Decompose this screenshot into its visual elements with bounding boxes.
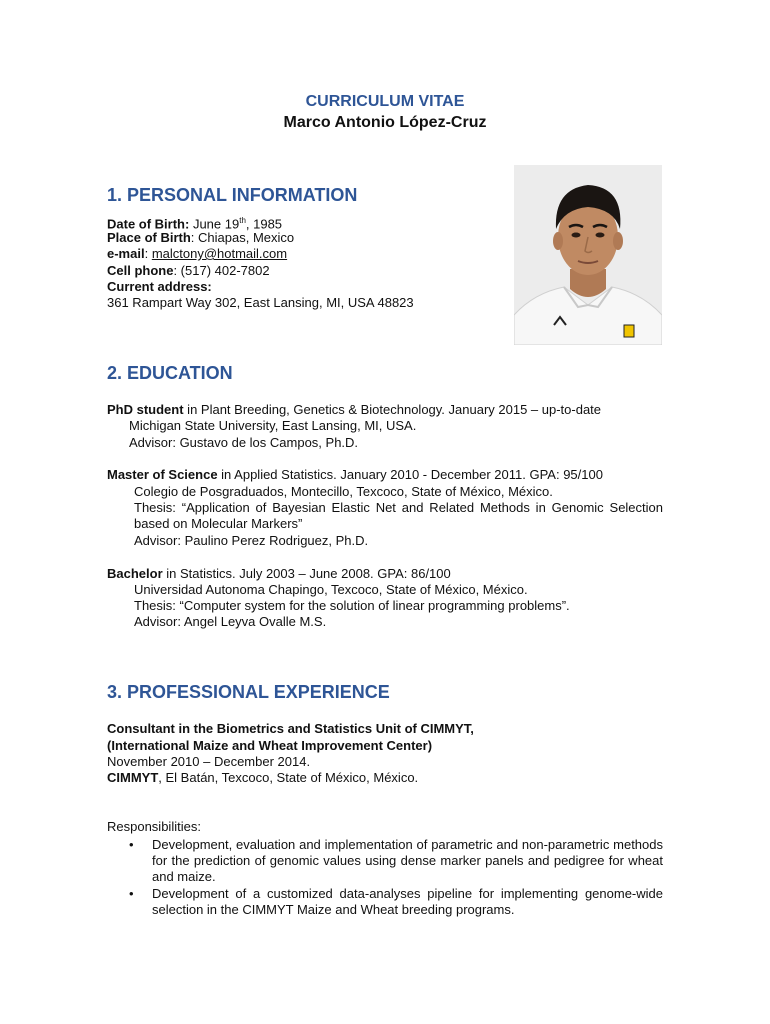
- role-org: CIMMYT: [107, 770, 159, 785]
- ms-advisor: Advisor: Paulino Perez Rodriguez, Ph.D.: [134, 533, 369, 548]
- role-title-line1: Consultant in the Biometrics and Statistics Unit of CIMMYT,: [107, 721, 474, 736]
- responsibility-item: Development of a customized data-analyses pipeline for implementing genome-wide selection in the CIMMYT Maize and Wheat breeding programs.: [152, 886, 663, 917]
- phd-line: [107, 402, 601, 418]
- responsibility-item: Development, evaluation and implementation of parametric and non-parametric methods for the prediction of genomic values using dense marker panels and pedigree for wheat and maize.: [152, 837, 663, 884]
- role-location: , El Batán, Texcoco, State of México, México.: [158, 770, 419, 785]
- email-label: e-mail: [107, 246, 145, 261]
- profile-photo: [514, 165, 662, 345]
- phd-degree: PhD student: [107, 402, 184, 417]
- ms-line: [107, 467, 603, 483]
- phone-label: Cell phone: [107, 263, 174, 278]
- pob-value: : Chiapas, Mexico: [190, 230, 295, 245]
- phd-detail: in Plant Breeding, Genetics & Biotechnology. January 2015 – up-to-date: [183, 402, 602, 417]
- address-label: Current address:: [107, 279, 212, 294]
- ms-degree: Master of Science: [107, 467, 218, 482]
- section-heading-education: 2. EDUCATION: [107, 363, 233, 383]
- bachelor-degree: Bachelor: [107, 566, 163, 581]
- bachelor-advisor: Advisor: Angel Leyva Ovalle M.S.: [134, 614, 327, 629]
- dob-label: Date of Birth:: [107, 216, 190, 232]
- section-heading-personal: 1. PERSONAL INFORMATION: [107, 185, 358, 205]
- bullet-marker: •: [129, 886, 134, 901]
- phd-advisor: Advisor: Gustavo de los Campos, Ph.D.: [129, 435, 359, 450]
- dob-value: June 19: [189, 216, 240, 232]
- phone-value: : (517) 402-7802: [173, 263, 270, 278]
- role-dates: November 2010 – December 2014.: [107, 754, 311, 769]
- role-org-line: [107, 770, 418, 786]
- address-label-line: [107, 279, 212, 295]
- phone-line: [107, 263, 270, 279]
- portrait-image: [514, 165, 662, 345]
- bachelor-detail: in Statistics. July 2003 – June 2008. GPA: 86/100: [162, 566, 451, 581]
- dob-year: , 1985: [245, 216, 283, 232]
- role-title-line2: (International Maize and Wheat Improvement Center): [107, 738, 433, 753]
- email-link[interactable]: malctony@hotmail.com: [151, 246, 288, 261]
- responsibilities-label: Responsibilities:: [107, 819, 201, 834]
- pob-label: Place of Birth: [107, 230, 191, 245]
- address-value: 361 Rampart Way 302, East Lansing, MI, USA 48823: [107, 295, 414, 310]
- pob-line: [107, 230, 294, 246]
- ms-detail: in Applied Statistics. January 2010 - December 2011. GPA: 95/100: [217, 467, 603, 482]
- ms-thesis: Thesis: “Application of Bayesian Elastic Net and Related Methods in Genomic Selection based on Molecular Markers”: [134, 500, 663, 531]
- person-name: Marco Antonio López-Cruz: [283, 114, 487, 131]
- bullet-marker: •: [129, 837, 134, 852]
- bachelor-thesis: Thesis: “Computer system for the solution of linear programming problems”.: [134, 598, 570, 613]
- email-line: [107, 246, 287, 262]
- email-sep: :: [144, 246, 152, 261]
- bachelor-line: [107, 566, 451, 582]
- section-heading-experience: 3. PROFESSIONAL EXPERIENCE: [107, 682, 390, 702]
- ms-school: Colegio de Posgraduados, Montecillo, Texcoco, State of México, México.: [134, 484, 553, 499]
- bachelor-school: Universidad Autonoma Chapingo, Texcoco, State of México, México.: [134, 582, 528, 597]
- dob-suffix: th: [239, 216, 246, 225]
- phd-school: Michigan State University, East Lansing, MI, USA.: [129, 418, 417, 433]
- document-title: CURRICULUM VITAE: [305, 93, 465, 110]
